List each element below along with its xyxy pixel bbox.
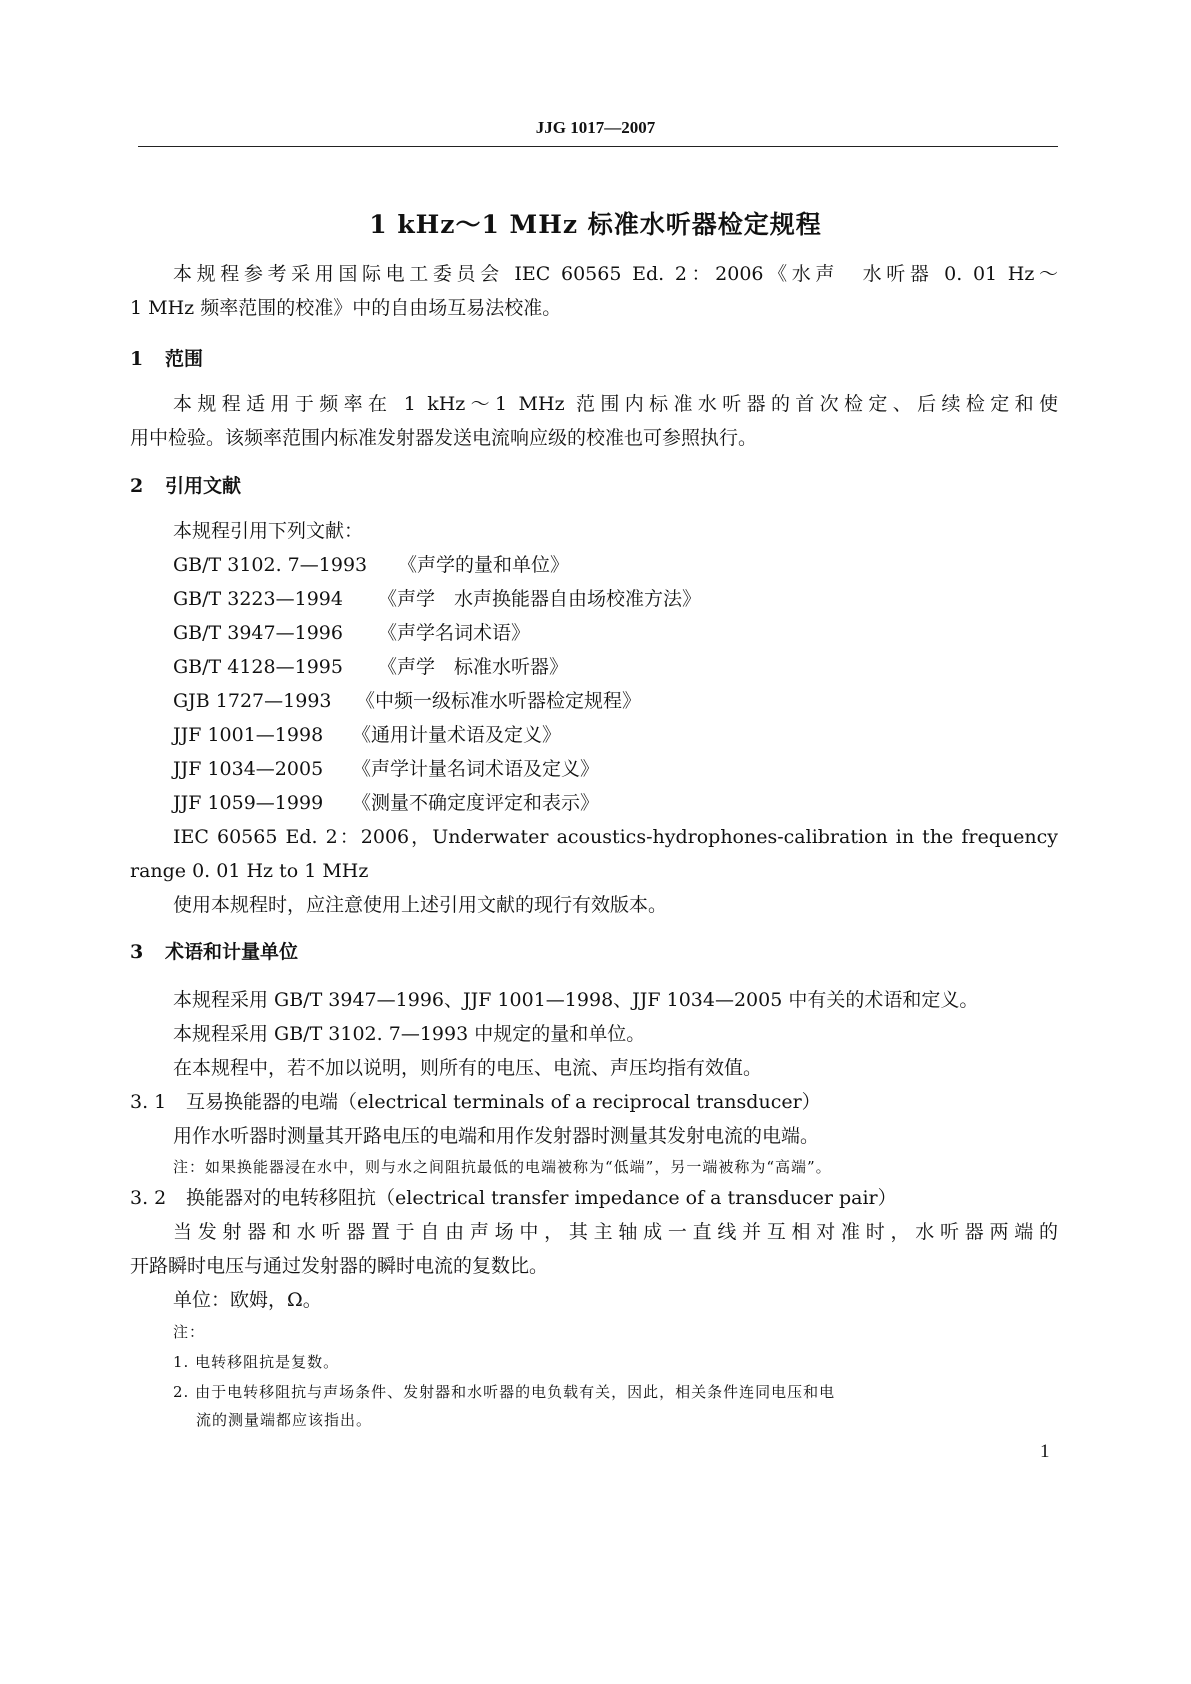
section-3-para-3: 在本规程中，若不加以说明，则所有的电压、电流、声压均指有效值。 <box>173 1057 763 1079</box>
clause-3-2-unit: 单位：欧姆，Ω。 <box>173 1289 322 1311</box>
document-title: 1 kHz～1 MHz 标准水听器检定规程 <box>369 210 822 239</box>
reference-title: 《声学 水声换能器自由场校准方法》 <box>378 588 702 610</box>
reference-title: 《中频一级标准水听器检定规程》 <box>356 690 642 712</box>
section-2-number: 2 <box>130 475 144 497</box>
reference-code: JJF 1059—1999 <box>173 792 324 814</box>
references-closing: 使用本规程时，应注意使用上述引用文献的现行有效版本。 <box>173 894 668 916</box>
clause-3-1-title: 互易换能器的电端（electrical terminals of a reciprocal transducer） <box>186 1091 821 1113</box>
section-3-heading: 术语和计量单位 <box>165 941 299 963</box>
clause-3-1-body: 用作水听器时测量其开路电压的电端和用作发射器时测量其发射电流的电端。 <box>173 1125 820 1147</box>
clause-3-2-body-line-1: 当发射器和水听器置于自由声场中，其主轴成一直线并互相对准时，水听器两端的 <box>173 1221 1058 1243</box>
section-1-number: 1 <box>130 348 144 370</box>
reference-iec-line-2: range 0. 01 Hz to 1 MHz <box>130 860 369 882</box>
section-3-para-2: 本规程采用 GB/T 3102. 7—1993 中规定的量和单位。 <box>173 1023 646 1045</box>
reference-title: 《声学计量名词术语及定义》 <box>352 758 600 780</box>
reference-title: 《通用计量术语及定义》 <box>352 724 562 746</box>
reference-code: GB/T 3947—1996 <box>173 622 343 644</box>
clause-3-1-note: 注：如果换能器浸在水中，则与水之间阻抗最低的电端被称为“低端”，另一端被称为“高端”。 <box>173 1158 832 1176</box>
reference-iec-line-1: IEC 60565 Ed. 2：2006，Underwater acoustics-hydrophones-calibration in the frequency <box>173 826 1058 848</box>
running-header-code: JJG 1017—2007 <box>535 118 656 137</box>
reference-title: 《测量不确定度评定和表示》 <box>352 792 600 814</box>
clause-3-2-note-1: 1. 电转移阻抗是复数。 <box>173 1353 340 1371</box>
section-1-line-1: 本规程适用于频率在 1 kHz～1 MHz 范围内标准水听器的首次检定、后续检定和使 <box>173 393 1058 415</box>
clause-3-2-note-2-line-2: 流的测量端都应该指出。 <box>196 1411 373 1429</box>
section-2-heading: 引用文献 <box>165 475 242 497</box>
reference-code: JJF 1034—2005 <box>173 758 324 780</box>
clause-3-2-note-2-line-1: 2. 由于电转移阻抗与声场条件、发射器和水听器的电负载有关，因此，相关条件连同电压和电 <box>173 1383 836 1401</box>
reference-title: 《声学 标准水听器》 <box>378 656 569 678</box>
references-lead: 本规程引用下列文献： <box>173 520 364 542</box>
reference-code: GB/T 4128—1995 <box>173 656 343 678</box>
clause-3-2-body-line-2: 开路瞬时电压与通过发射器的瞬时电流的复数比。 <box>130 1255 549 1277</box>
header-rule <box>138 146 1058 147</box>
section-3-number: 3 <box>130 941 144 963</box>
reference-code: GJB 1727—1993 <box>173 690 332 712</box>
section-3-para-1: 本规程采用 GB/T 3947—1996、JJF 1001—1998、JJF 1034—2005 中有关的术语和定义。 <box>173 989 979 1011</box>
clause-3-1-number: 3. 1 <box>130 1091 167 1113</box>
clause-3-2-title: 换能器对的电转移阻抗（electrical transfer impedance of a transducer pair） <box>186 1187 897 1209</box>
reference-title: 《声学的量和单位》 <box>398 554 570 576</box>
page-number: 1 <box>1040 1441 1050 1462</box>
clause-3-2-note-label: 注： <box>173 1323 206 1341</box>
intro-line-2: 1 MHz 频率范围的校准》中的自由场互易法校准。 <box>130 297 562 319</box>
reference-title: 《声学名词术语》 <box>378 622 531 644</box>
section-1-line-2: 用中检验。该频率范围内标准发射器发送电流响应级的校准也可参照执行。 <box>130 427 758 449</box>
clause-3-2-number: 3. 2 <box>130 1187 167 1209</box>
section-1-heading: 范围 <box>165 348 204 370</box>
reference-code: GB/T 3223—1994 <box>173 588 343 610</box>
intro-line-1: 本规程参考采用国际电工委员会 IEC 60565 Ed. 2：2006《水声 水听器 0. 01 Hz～ <box>173 263 1058 285</box>
reference-code: GB/T 3102. 7—1993 <box>173 554 368 576</box>
reference-code: JJF 1001—1998 <box>173 724 324 746</box>
